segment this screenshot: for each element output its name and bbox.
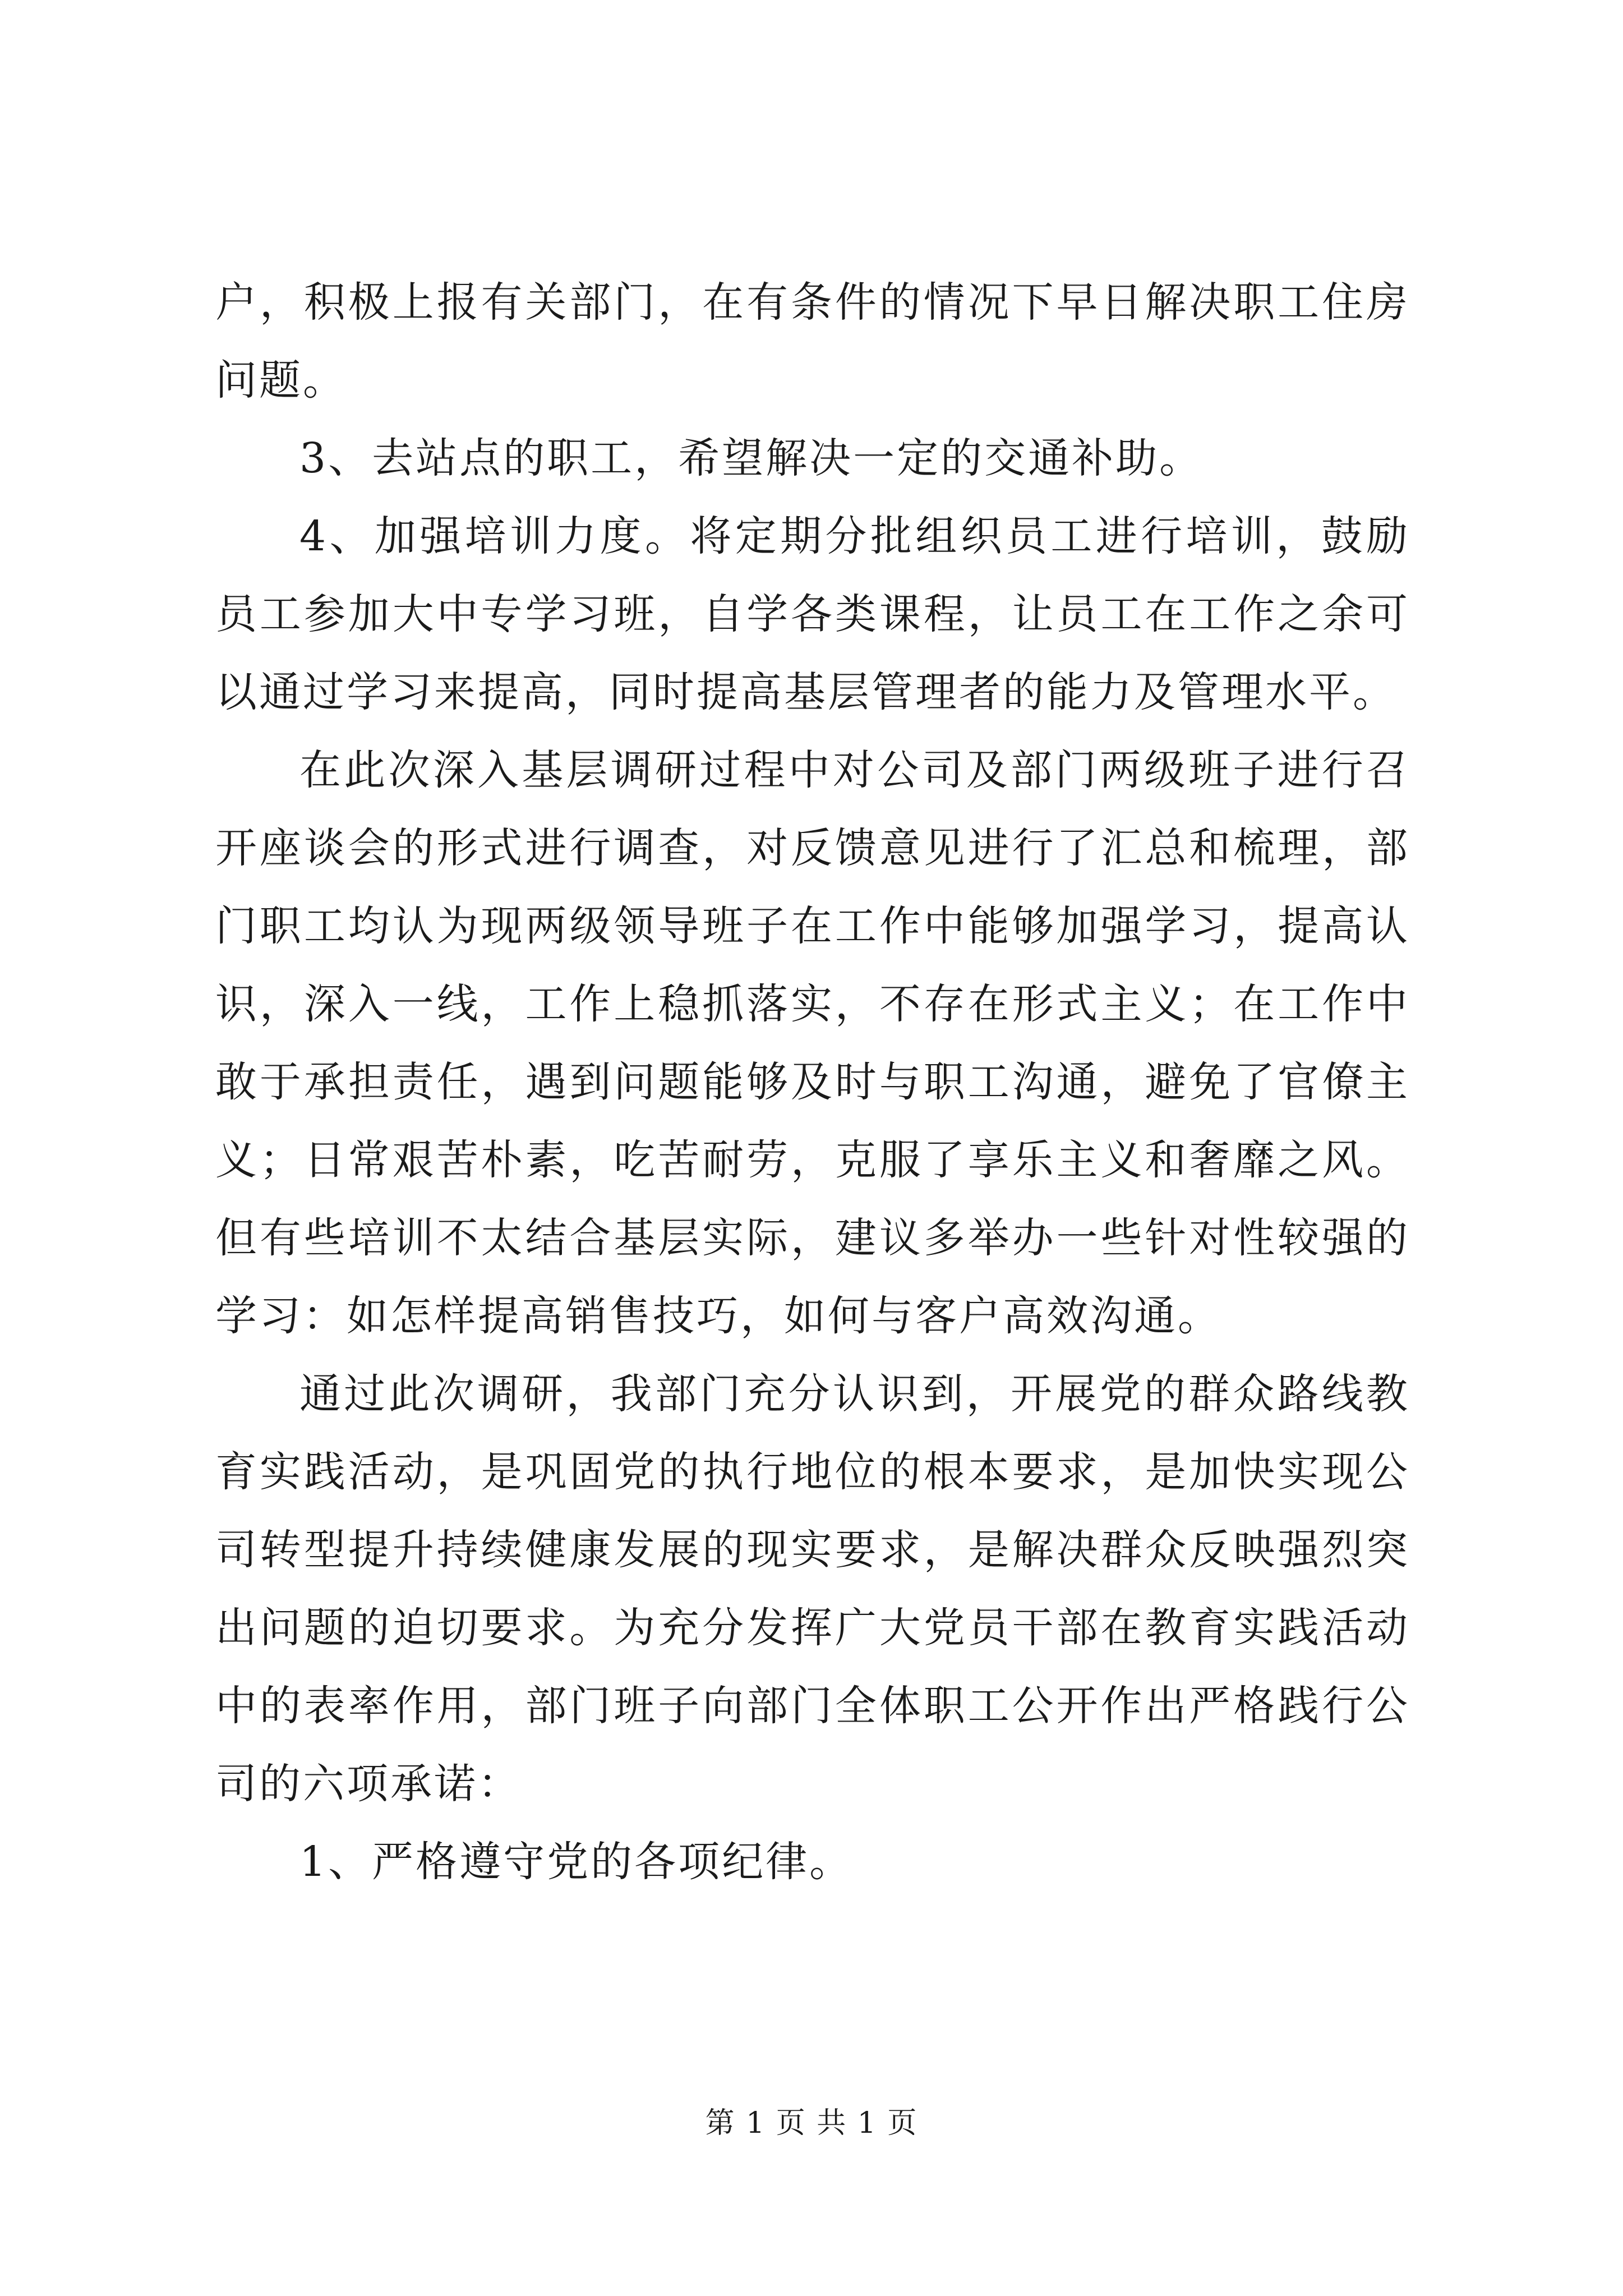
- paragraph-item-4-training: 4、加强培训力度。将定期分批组织员工进行培训，鼓励员工参加大中专学习班，自学各类课程，让员工在工作之余可以通过学习来提高，同时提高基层管理者的能力及管理水平。: [215, 512, 1410, 716]
- document-body: [215, 264, 1410, 1901]
- paragraph-housing-continuation: 户，积极上报有关部门，在有条件的情况下早日解决职工住房问题。: [215, 278, 1410, 404]
- paragraph-survey-findings: 在此次深入基层调研过程中对公司及部门两级班子进行召开座谈会的形式进行调查，对反馈意见进行了汇总和梳理，部门职工均认为现两级领导班子在工作中能够加强学习，提高认识，深入一线，工作上稳抓落实，不存在形式主义；在工作中敢于承担责任，遇到问题能够及时与职工沟通，避免了官僚主义；日常艰苦朴素，吃苦耐劳，克服了享乐主义和奢靡之风。但有些培训不太结合基层实际，建议多举办一些针对性较强的学习：如怎样提高销售技巧，如何与客户高效沟通。: [215, 746, 1410, 1340]
- page-footer: 第 1 页 共 1 页: [705, 2106, 918, 2140]
- paragraph-commitments-intro: 通过此次调研，我部门充分认识到，开展党的群众路线教育实践活动，是巩固党的执行地位的根本要求，是加快实现公司转型提升持续健康发展的现实要求，是解决群众反映强烈突出问题的迫切要求。为充分发挥广大党员干部在教育实践活动中的表率作用，部门班子向部门全体职工公开作出严格践行公司的六项承诺：: [215, 1370, 1410, 1808]
- paragraph-item-3-transport-subsidy: 3、去站点的职工，希望解决一定的交通补助。: [299, 434, 1204, 482]
- paragraph-commitment-1: 1、严格遵守党的各项纪律。: [299, 1838, 854, 1886]
